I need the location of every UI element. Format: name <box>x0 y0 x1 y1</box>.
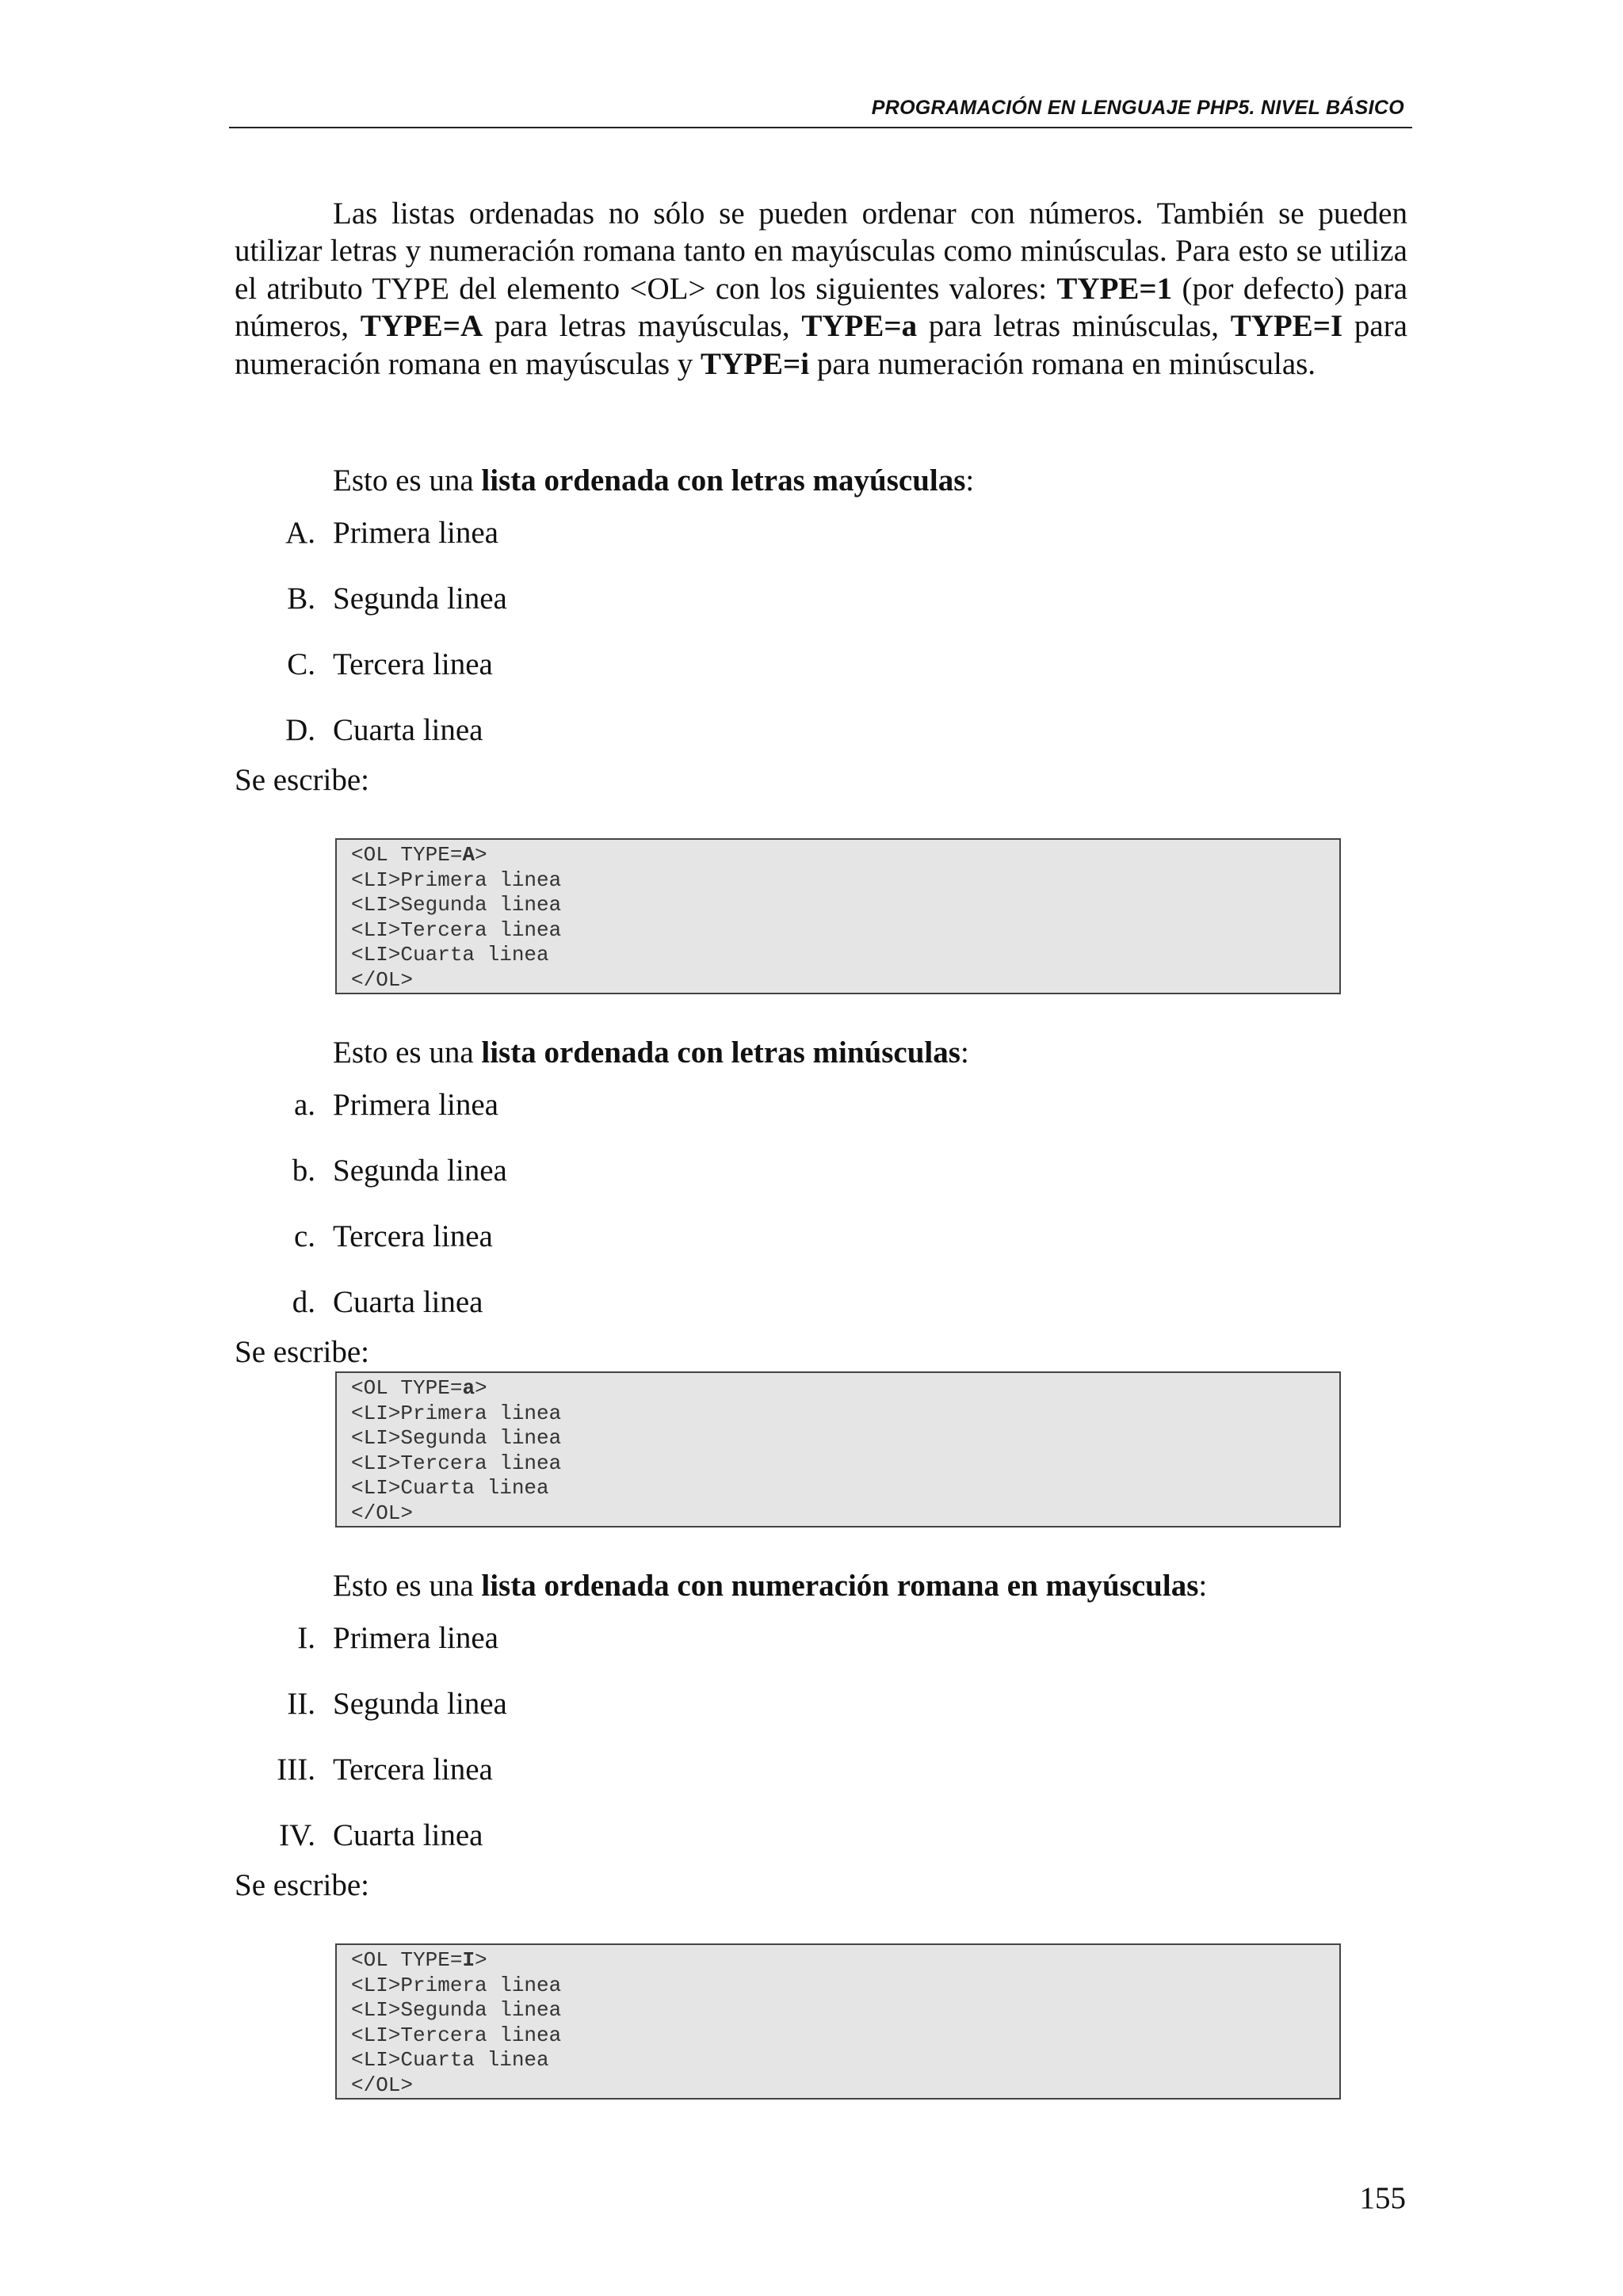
code-open-prefix: <OL TYPE= <box>351 843 463 867</box>
list-item <box>0 515 1623 555</box>
list-item <box>0 1817 1623 1857</box>
section-intro-lowercase <box>333 1035 969 1070</box>
list-item <box>0 1219 1623 1258</box>
se-escribe-label: Se escribe: <box>235 763 370 797</box>
section-intro-prefix: Esto es una <box>333 1569 482 1603</box>
header-rule <box>229 127 1412 128</box>
code-line-close: </OL> <box>351 1501 414 1525</box>
code-line: <LI>Tercera linea <box>351 2023 562 2047</box>
intro-text-3: para letras mayúsculas, <box>483 309 802 344</box>
code-block-roman-upper <box>335 1943 1341 2100</box>
list-item-text: Cuarta linea <box>333 1285 483 1319</box>
intro-text-4: para letras minúsculas, <box>917 309 1231 344</box>
code-line: <LI>Primera linea <box>351 1973 562 1997</box>
list-item-text: Tercera linea <box>333 1219 493 1253</box>
section-intro-suffix: : <box>1198 1569 1208 1603</box>
section-intro-prefix: Esto es una <box>333 463 482 498</box>
running-header: PROGRAMACIÓN EN LENGUAJE PHP5. NIVEL BÁSICO <box>871 97 1404 119</box>
list-marker: a. <box>293 1088 315 1122</box>
list-item <box>0 1620 1623 1660</box>
code-line: <LI>Tercera linea <box>351 1451 562 1475</box>
code-block-uppercase <box>335 838 1341 994</box>
list-item-text: Segunda linea <box>333 582 507 616</box>
section-intro-bold: lista ordenada con letras minúsculas <box>481 1035 960 1070</box>
code-line-open <box>351 1376 1339 1402</box>
list-item-text: Segunda linea <box>333 1687 507 1721</box>
code-open-prefix: <OL TYPE= <box>351 1376 463 1400</box>
list-item <box>0 712 1623 752</box>
list-item <box>0 1087 1623 1127</box>
list-marker: C. <box>287 647 315 681</box>
list-marker: IV. <box>279 1818 315 1852</box>
list-marker: d. <box>292 1285 315 1319</box>
se-escribe-label: Se escribe: <box>235 1868 370 1902</box>
code-line: <LI>Cuarta linea <box>351 1476 549 1501</box>
list-item-text: Tercera linea <box>333 1753 493 1787</box>
code-open-value: a <box>462 1376 475 1400</box>
intro-text-2: (por defecto) para números, <box>235 271 1408 344</box>
list-item <box>0 646 1623 686</box>
code-open-suffix: > <box>475 1376 487 1400</box>
section-intro-bold: lista ordenada con numeración romana en mayúsculas <box>481 1569 1199 1603</box>
code-block-lowercase <box>335 1371 1341 1527</box>
section-intro-uppercase <box>333 463 974 498</box>
section-intro-prefix: Esto es una <box>333 1035 482 1070</box>
list-item <box>0 581 1623 620</box>
code-line: <LI>Cuarta linea <box>351 2048 549 2073</box>
list-item <box>0 1686 1623 1726</box>
list-item <box>0 1284 1623 1324</box>
code-open-prefix: <OL TYPE= <box>351 1948 463 1972</box>
list-marker: c. <box>293 1219 315 1253</box>
se-escribe-label: Se escribe: <box>235 1335 370 1369</box>
section-intro-suffix: : <box>960 1035 969 1070</box>
code-line-open <box>351 1948 1339 1974</box>
code-line: <LI>Segunda linea <box>351 893 562 917</box>
code-line: <LI>Tercera linea <box>351 917 562 942</box>
list-item <box>0 1752 1623 1791</box>
list-item-text: Cuarta linea <box>333 1818 483 1852</box>
list-marker: III. <box>277 1753 315 1787</box>
list-marker: A. <box>285 516 315 550</box>
intro-text-5: para numeración romana en mayúsculas y <box>235 309 1407 381</box>
code-line: <LI>Segunda linea <box>351 1426 562 1451</box>
code-line-close: </OL> <box>351 2073 414 2097</box>
list-marker: I. <box>297 1621 315 1655</box>
list-marker: b. <box>292 1154 315 1188</box>
list-item-text: Cuarta linea <box>333 713 483 747</box>
list-item-text: Primera linea <box>333 1621 498 1655</box>
intro-text-6: para numeración romana en minúsculas. <box>809 346 1316 381</box>
code-open-value: A <box>462 843 475 867</box>
section-intro-bold: lista ordenada con letras mayúsculas <box>481 463 966 498</box>
page-number: 155 <box>1359 2181 1406 2215</box>
list-item-text: Primera linea <box>333 1088 498 1122</box>
list-item <box>0 1153 1623 1192</box>
list-item-text: Segunda linea <box>333 1154 507 1188</box>
code-open-value: I <box>462 1948 475 1972</box>
code-line: <LI>Segunda linea <box>351 1998 562 2023</box>
code-line-close: </OL> <box>351 967 414 992</box>
list-marker: B. <box>287 582 315 616</box>
intro-paragraph <box>235 195 1407 383</box>
code-open-suffix: > <box>475 1948 487 1972</box>
section-intro-roman-upper <box>333 1568 1207 1604</box>
type-1-value: TYPE=1 <box>1056 271 1173 306</box>
type-I-value: TYPE=I <box>1230 309 1343 344</box>
code-line-open <box>351 843 1339 868</box>
type-A-value: TYPE=A <box>360 309 483 344</box>
list-marker: D. <box>285 713 315 747</box>
section-intro-suffix: : <box>965 463 975 498</box>
type-i-value: TYPE=i <box>701 346 810 381</box>
code-line: <LI>Cuarta linea <box>351 943 549 967</box>
list-item-text: Primera linea <box>333 516 498 550</box>
code-line: <LI>Primera linea <box>351 1401 562 1425</box>
list-item-text: Tercera linea <box>333 647 493 681</box>
list-marker: II. <box>287 1687 315 1721</box>
type-a-value: TYPE=a <box>801 309 918 344</box>
intro-text-1: Las listas ordenadas no sólo se pueden ordenar con números. También se pueden utilizar letras y numeración romana tanto en mayúsculas como minúsculas. Para esto se utiliza el atributo TYPE del elemento <OL> con los siguientes valores: <box>235 196 1407 306</box>
code-line: <LI>Primera linea <box>351 868 562 892</box>
code-open-suffix: > <box>475 843 487 867</box>
